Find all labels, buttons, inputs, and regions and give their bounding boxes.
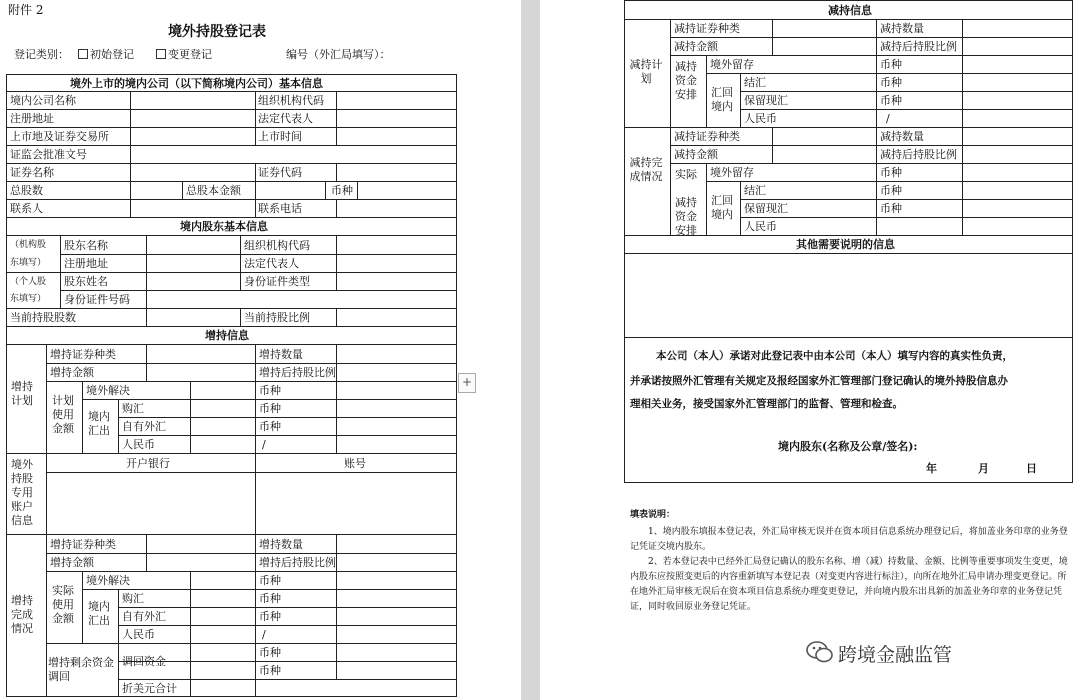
overseas-keep-label: 境外留存 <box>710 58 754 71</box>
usd-total-label: 折美元合计 <box>122 682 177 695</box>
acct-no-label: 账号 <box>344 457 366 470</box>
acct-info-label: 境外持股专用账户信息 <box>11 458 33 527</box>
ind-note-b: 东填写） <box>10 294 47 304</box>
sh-name-label: 股东名称 <box>64 239 108 252</box>
sec3-header: 增持信息 <box>205 329 249 342</box>
sec5-header: 其他需要说明的信息 <box>796 238 895 251</box>
rmb-label: 人民币 <box>122 438 155 451</box>
currency-label-9: 币种 <box>259 664 281 677</box>
listing-place-label: 上市地及证券交易所 <box>10 130 109 143</box>
red-amt-label-2: 减持金额 <box>674 148 718 161</box>
inc-amt-label-2: 增持金额 <box>50 556 94 569</box>
currency-label-3: 币种 <box>259 402 281 415</box>
contact-label: 联系人 <box>10 202 43 215</box>
inc-done-label: 增持完成情况 <box>11 594 33 635</box>
rmb-label-r1: 人民币 <box>744 112 777 125</box>
buy-fx-label-2: 购汇 <box>122 592 144 605</box>
cur-shares-label: 当前持股股数 <box>10 311 76 324</box>
watermark-text: 跨境金融监管 <box>838 644 953 666</box>
inc-qty-label: 增持数量 <box>259 348 303 361</box>
year-label: 年 <box>926 462 937 475</box>
currency-label-2: 币种 <box>259 384 281 397</box>
settle-fx-label: 结汇 <box>744 76 766 89</box>
currency-label-r2: 币种 <box>880 76 902 89</box>
sec-code-label: 证券代码 <box>258 166 302 179</box>
note-1: 1、境内股东填报本登记表，外汇局审核无误并在资本项目信息系统办理登记后，将加盖业务印章的业务登记凭证交境内股东。 <box>630 527 1068 552</box>
inst-note-a: （机构股 <box>10 240 47 250</box>
slash-mark-2: / <box>262 628 266 641</box>
red-sec-type-label: 减持证券种类 <box>674 22 740 35</box>
number-label: 编号（外汇局填写）： <box>286 48 391 61</box>
keep-cur-label: 保留现汇 <box>744 94 788 107</box>
total-amount-label: 总股本金额 <box>186 184 241 197</box>
red-fund-label: 减持资金安排 <box>675 60 697 101</box>
signer-label: 境内股东(名称及公章/签名): <box>778 440 918 453</box>
currency-label: 币种 <box>331 184 353 197</box>
reg-type-label: 登记类别： <box>14 48 69 61</box>
sh-org-code-label: 组织机构代码 <box>244 239 310 252</box>
remain-adj-label: 增持剩余资金调回 <box>48 656 114 683</box>
form-title: 境外持股登记表 <box>168 24 266 40</box>
inc-qty-label-2: 增持数量 <box>259 538 303 551</box>
actual-label: 实际 <box>675 168 697 181</box>
inc-amt-label: 增持金额 <box>50 366 94 379</box>
red-ratio-label: 减持后持股比例 <box>880 40 957 53</box>
cur-ratio-label: 当前持股比例 <box>244 311 310 324</box>
inc-ratio-label: 增持后持股比例 <box>259 366 336 379</box>
inst-note-b: 东填写） <box>10 258 47 268</box>
note-2: 2、若本登记表中已经外汇局登记确认的股东名称、增（减）持数量、金额、比例等重要事项发生变更，境内股东应按照变更后的内容重新填写本登记表（对变更内容进行标注），向所在地外汇局申请办理变更登记。所在地外汇局审核无误后在资本项目信息系统办理变更登记，并向境内股东出具新的加盖业务印章的业务登记凭证，同时收回原业务登记凭证。 <box>630 557 1068 612</box>
csrc-doc-label: 证监会批准文号 <box>10 148 87 161</box>
bank-label: 开户银行 <box>126 457 170 470</box>
red-qty-label: 减持数量 <box>880 22 924 35</box>
inc-sec-type-label: 增持证券种类 <box>50 348 116 361</box>
wechat-icon <box>806 640 834 664</box>
sh-address-label: 注册地址 <box>64 257 108 270</box>
org-code-label: 组织机构代码 <box>258 94 324 107</box>
red-fund-label-2: 减持资金安排 <box>675 196 697 237</box>
domestic-out-label-2: 境内汇出 <box>88 600 110 627</box>
currency-label-r1: 币种 <box>880 58 902 71</box>
currency-label-r3: 币种 <box>880 94 902 107</box>
notes-title: 填表说明： <box>630 510 676 520</box>
slash-mark: / <box>262 438 266 451</box>
total-shares-label: 总股数 <box>10 184 43 197</box>
remit-back-label: 汇回境内 <box>711 86 733 113</box>
ind-note-a: （个人股 <box>10 277 47 287</box>
add-page-button[interactable]: + <box>458 373 476 393</box>
currency-label-4: 币种 <box>259 420 281 433</box>
slash-mark-r1: / <box>886 112 890 125</box>
domestic-out-label: 境内汇出 <box>88 410 110 437</box>
sh-person-label: 股东姓名 <box>64 275 108 288</box>
currency-label-r5: 币种 <box>880 184 902 197</box>
currency-label-r6: 币种 <box>880 202 902 215</box>
currency-label-8: 币种 <box>259 646 281 659</box>
return-funds-label: 调回资金 <box>122 655 166 668</box>
attachment-label: 附件 2 <box>8 3 44 17</box>
commitment-line-1: 本公司（本人）承诺对此登记表中由本公司（本人）填写内容的真实性负责， <box>656 350 1013 362</box>
currency-label-6: 币种 <box>259 592 281 605</box>
legal-rep-label: 法定代表人 <box>258 112 313 125</box>
reg-address-label: 注册地址 <box>10 112 54 125</box>
currency-label-r4: 币种 <box>880 166 902 179</box>
inc-sec-type-label-2: 增持证券种类 <box>50 538 116 551</box>
overseas-keep-label-2: 境外留存 <box>710 166 754 179</box>
contact-phone-label: 联系电话 <box>258 202 302 215</box>
red-plan-label: 减持计划 <box>629 58 663 85</box>
sec-name-label: 证券名称 <box>10 166 54 179</box>
rmb-label-r2: 人民币 <box>744 220 777 233</box>
overseas-settle-label-2: 境外解决 <box>86 574 130 587</box>
checkbox-change[interactable]: 变更登记 <box>156 48 212 61</box>
listing-time-label: 上市时间 <box>258 130 302 143</box>
form-page-right <box>540 0 1080 700</box>
currency-label-5: 币种 <box>259 574 281 587</box>
red-amt-label: 减持金额 <box>674 40 718 53</box>
checkbox-initial[interactable]: 初始登记 <box>78 48 134 61</box>
commitment-line-2: 并承诺按照外汇管理有关规定及报经国家外汇管理部门登记确认的境外持股信息办 <box>630 375 1008 387</box>
keep-cur-label-2: 保留现汇 <box>744 202 788 215</box>
sec4-header: 减持信息 <box>828 4 872 17</box>
month-label: 月 <box>978 462 989 475</box>
overseas-settle-label: 境外解决 <box>86 384 130 397</box>
day-label: 日 <box>1026 462 1037 475</box>
own-fx-label: 自有外汇 <box>122 420 166 433</box>
company-name-label: 境内公司名称 <box>10 94 76 107</box>
rmb-label-2: 人民币 <box>122 628 155 641</box>
sec2-header: 境内股东基本信息 <box>180 220 268 233</box>
buy-fx-label: 购汇 <box>122 402 144 415</box>
inc-ratio-label-2: 增持后持股比例 <box>259 556 336 569</box>
inc-plan-label: 增持计划 <box>11 380 33 407</box>
settle-fx-label-2: 结汇 <box>744 184 766 197</box>
sec1-header: 境外上市的境内公司（以下简称境内公司）基本信息 <box>70 77 323 90</box>
form-page-left <box>0 0 521 700</box>
actual-use-label: 实际使用金额 <box>52 584 74 625</box>
remit-back-label-2: 汇回境内 <box>711 194 733 221</box>
commitment-line-3: 理相关业务，接受国家外汇管理部门的监督、管理和检查。 <box>630 398 903 410</box>
red-qty-label-2: 减持数量 <box>880 130 924 143</box>
plan-use-label: 计划使用金额 <box>52 394 74 435</box>
red-sec-type-label-2: 减持证券种类 <box>674 130 740 143</box>
id-no-label: 身份证件号码 <box>64 293 130 306</box>
sh-legal-label: 法定代表人 <box>244 257 299 270</box>
id-type-label: 身份证件类型 <box>244 275 310 288</box>
red-ratio-label-2: 减持后持股比例 <box>880 148 957 161</box>
currency-label-7: 币种 <box>259 610 281 623</box>
own-fx-label-2: 自有外汇 <box>122 610 166 623</box>
red-done-label: 减持完成情况 <box>629 156 663 183</box>
